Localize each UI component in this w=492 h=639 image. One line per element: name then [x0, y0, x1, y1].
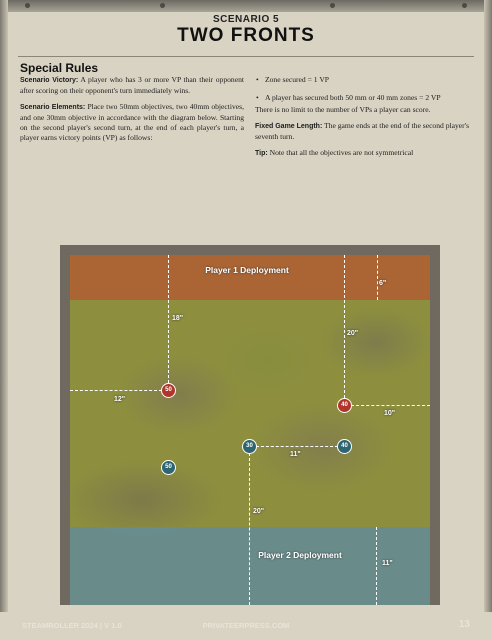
rules-right-column	[255, 75, 477, 165]
measurement-label: 10"	[384, 410, 396, 417]
scenario-elements-label: Scenario Elements:	[20, 104, 86, 111]
scenario-map-frame	[60, 245, 440, 605]
page-frame-left	[0, 0, 8, 612]
vp-list	[255, 75, 477, 103]
measure-line	[70, 390, 162, 391]
objective-30mm-marker: 30	[242, 439, 257, 454]
scenario-elements-text: Place two 50mm objectives, two 40mm objectives, and one 30mm objective in accordance with the diagram below. Starting on the second player's second turn, at the end of each player's turn, a player earns victory points (VP) as follows:	[20, 102, 245, 142]
measure-line	[168, 255, 169, 383]
vp-list-item: • A player has secured both 50 mm or 40 mm zones = 2 VP	[255, 93, 477, 103]
scenario-map	[70, 255, 430, 605]
objective-50mm-marker: 50	[161, 460, 176, 475]
rivet-icon	[462, 3, 467, 8]
measurement-label: 6"	[379, 280, 387, 287]
measurement-label: 20"	[347, 330, 359, 337]
scenario-label: SCENARIO 5	[212, 14, 280, 25]
measure-line	[344, 255, 345, 398]
page-number: 13	[458, 619, 470, 630]
game-length-text: The game ends at the end of the second player's seventh turn.	[255, 121, 470, 141]
player2-deployment-label: Player 2 Deployment	[258, 550, 342, 560]
footer-website: PRIVATEERPRESS.COM	[202, 621, 290, 630]
rules-left-column	[20, 75, 244, 149]
rivet-icon	[160, 3, 165, 8]
objective-40mm-marker: 40	[337, 398, 352, 413]
vp-list-item: • Zone secured = 1 VP	[255, 75, 477, 85]
page-header	[0, 14, 492, 47]
measure-line	[256, 446, 338, 447]
player1-deployment-label: Player 1 Deployment	[205, 265, 289, 275]
page-frame-top	[0, 0, 492, 12]
scenario-title: TWO FRONTS	[177, 25, 315, 46]
measure-line	[249, 453, 250, 605]
tip-label: Tip:	[255, 150, 268, 157]
special-rules-heading: Special Rules	[20, 61, 99, 75]
scenario-victory-label: Scenario Victory:	[20, 77, 79, 84]
measurement-label: 11"	[290, 451, 301, 458]
measurement-label: 11"	[382, 560, 393, 567]
objective-40mm-marker: 40	[337, 439, 352, 454]
measurement-label: 20"	[253, 508, 265, 515]
measurement-label: 18"	[172, 315, 184, 322]
measurement-label: 12"	[114, 396, 126, 403]
measure-line	[377, 255, 378, 300]
scenario-victory-text: A player who has 3 or more VP than their opponent after scoring on their opponent's turn immediately wins.	[20, 75, 245, 95]
header-divider	[18, 56, 474, 57]
objective-50mm-marker: 50	[161, 383, 176, 398]
tip-text: Note that all the objectives are not symmetrical	[267, 148, 414, 157]
measure-line	[351, 405, 430, 406]
rivet-icon	[330, 3, 335, 8]
scenario-elements-paragraph	[20, 102, 244, 143]
scenario-victory-paragraph	[20, 75, 244, 96]
page-frame-right	[484, 0, 492, 612]
measure-line	[376, 527, 377, 605]
tip-paragraph	[255, 148, 477, 159]
no-limit-text: There is no limit to the number of VPs a player can score.	[255, 105, 431, 114]
rivet-icon	[25, 3, 30, 8]
player1-deployment-zone	[70, 255, 430, 300]
page-footer	[0, 612, 492, 639]
game-length-paragraph	[255, 121, 477, 142]
game-length-label: Fixed Game Length:	[255, 123, 323, 130]
footer-document-version: STEAMROLLER 2024 | V 1.0	[22, 621, 122, 630]
